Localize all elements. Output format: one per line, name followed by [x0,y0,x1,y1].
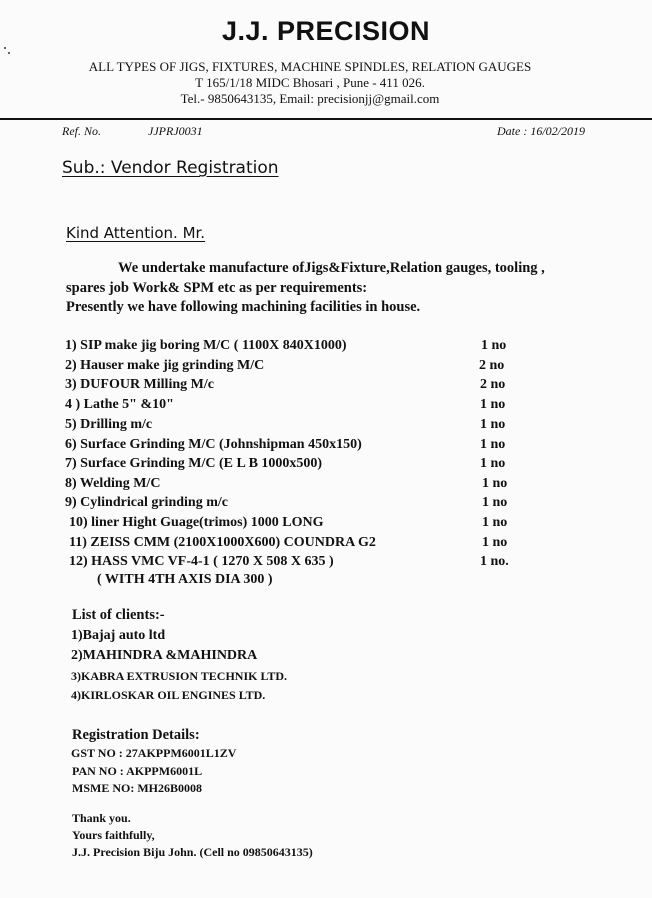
registration-heading: Registration Details: [72,727,200,743]
facility-qty: 1 no [480,397,506,412]
ref-label: Ref. No. [62,124,101,138]
facility-name: Cylindrical grinding m/c [80,495,228,510]
ref-number: JJPRJ0031 [148,124,203,138]
facility-qty: 1 no. [480,554,509,569]
facility-number: 9) [65,495,77,510]
letter-date: Date : 16/02/2019 [497,124,585,138]
facility-item [65,358,264,374]
facility-qty: 1 no [482,515,508,530]
msme-number: MSME NO: MH26B0008 [72,781,202,795]
letterhead-line-address: T 165/1/18 MIDC Bhosari , Pune - 411 026. [195,75,425,90]
facility-name: SIP make jig boring M/C ( 1100X 840X1000) [80,338,347,353]
client-item: 2)MAHINDRA &MAHINDRA [71,648,258,663]
facility-item [65,377,214,393]
facility-qty: 2 no [480,377,506,392]
signature-line: J.J. Precision Biju John. (Cell no 09850643135) [72,845,313,859]
letterhead-line-contact: Tel.- 9850643135, Email: precisionjj@gmail.com [180,91,440,106]
facility-name: Drilling m/c [80,417,153,432]
scan-speck [4,47,6,49]
facility-qty: 1 no [481,338,507,353]
facility-number: 6) [65,437,77,452]
facility-qty: 2 no [479,358,505,373]
facility-number: 2) [65,358,77,373]
gst-number: GST NO : 27AKPPM6001L1ZV [71,746,237,760]
facility-name: Surface Grinding M/C (Johnshipman 450x150) [80,437,362,452]
facility-name: liner Hight Guage(trimos) 1000 LONG [91,515,324,530]
clients-heading: List of clients:- [72,607,165,623]
facility-name: HASS VMC VF-4-1 ( 1270 X 508 X 635 ) [91,554,334,569]
facility-number: 4 ) [65,397,81,412]
facility-name: DUFOUR Milling M/c [80,377,214,392]
subject-line: Sub.: Vendor Registration [62,158,279,178]
facility-name: Surface Grinding M/C (E L B 1000x500) [80,456,323,471]
closing-salutation: Yours faithfully, [72,828,155,842]
facility-item [65,495,228,511]
facility-number: 3) [65,377,77,392]
pan-number: PAN NO : AKPPM6001L [72,764,203,778]
facility-item [65,338,347,354]
facility-item [65,437,362,453]
facility-qty: 1 no [482,535,508,550]
facility-name: Welding M/C [79,476,161,491]
facility-item [69,554,334,570]
facility-item [65,397,174,413]
intro-line-3: Presently we have following machining facilities in house. [66,299,421,315]
facility-number: 11) [69,535,87,550]
attention-line: Kind Attention. Mr. [66,224,206,242]
facility-qty: 1 no [482,495,508,510]
facility-name: Hauser make jig grinding M/C [80,358,265,373]
facility-name: Lathe 5" &10" [83,397,174,412]
facility-number: 1) [65,338,77,353]
facility-number: 12) [69,554,88,569]
facility-item [65,456,322,472]
facility-item [69,515,323,531]
facility-qty: 1 no [480,417,506,432]
facility-number: 8) [65,476,77,491]
facility-item [65,417,152,433]
facility-qty: 1 no [482,476,508,491]
facility-qty: 1 no [480,437,506,452]
client-item: 4)KIRLOSKAR OIL ENGINES LTD. [71,688,266,702]
facility-name: ZEISS CMM (2100X1000X600) COUNDRA G2 [90,535,376,550]
scan-speck [8,52,10,54]
facility-item [65,476,160,492]
facility-qty: 1 no [480,456,506,471]
facility-number: 5) [65,417,77,432]
facility-note: ( WITH 4TH AXIS DIA 300 ) [97,572,273,587]
company-name: J.J. PRECISION [221,16,431,46]
letterhead-line-services: ALL TYPES OF JIGS, FIXTURES, MACHINE SPINDLES, RELATION GAUGES [88,59,532,74]
facility-number: 10) [69,515,88,530]
facility-number: 7) [65,456,77,471]
letterhead-divider [0,118,652,120]
client-item: 1)Bajaj auto ltd [71,628,166,643]
facility-item [69,535,376,551]
intro-line-2: spares job Work& SPM etc as per requirements: [66,280,368,296]
intro-line-1: We undertake manufacture ofJigs&Fixture,Relation gauges, tooling , [118,260,545,276]
closing-thanks: Thank you. [72,811,131,825]
client-item: 3)KABRA EXTRUSION TECHNIK LTD. [71,669,288,683]
